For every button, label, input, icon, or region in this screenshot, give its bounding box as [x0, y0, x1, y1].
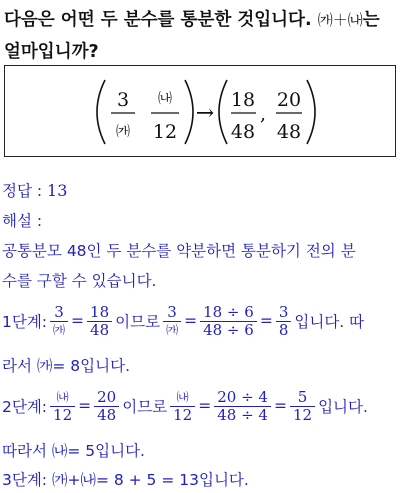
step-2-line: 2단계: $\frac{㈏}{12}$ = $\frac{20}{48}$ 이므로 $\frac{㈏}{12}$ = $\frac{20 \div 4}{48 \div 4}$ = $\frac{5}{12}$ 입니다.: [2, 387, 368, 424]
fraction: $\frac{18}{48}$: [87, 304, 112, 339]
r1-denominator: 48: [230, 121, 256, 143]
fraction: $\frac{18 \div 6}{48 \div 6}$: [200, 304, 257, 339]
fraction: $\frac{20 \div 4}{48 \div 4}$: [214, 389, 271, 424]
fraction: $\frac{3}{㈎}$: [163, 304, 181, 339]
comma: ,: [259, 103, 267, 125]
fraction: $\frac{20}{48}$: [94, 389, 119, 424]
answer-value: 13: [47, 181, 68, 200]
step-1-continuation: 라서 ㈎= 8입니다.: [2, 357, 130, 375]
question-symbols: ㈎＋㈏: [317, 11, 363, 29]
left-frac-numerator: 3: [116, 89, 130, 111]
question-text: [4, 4, 396, 68]
mid-frac-numerator: ㈏: [158, 91, 172, 107]
right-paren-open: [219, 80, 227, 144]
right-paren-close: [307, 80, 315, 144]
explanation-line-1: 공통분모 48인 두 분수를 약분하면 통분하기 전의 분: [2, 242, 356, 260]
left-frac-denominator: ㈎: [116, 124, 130, 140]
explanation-line-2: 수를 구할 수 있습니다.: [2, 272, 157, 290]
answer-line: 정답 : 13: [2, 181, 68, 200]
left-paren-open: [97, 80, 105, 144]
question-line-1: 다음은 어떤 두 분수를 통분한 것입니다. ㈎＋㈏는: [4, 10, 380, 30]
arrow: →: [195, 101, 215, 126]
problem-box: [4, 65, 396, 157]
fraction: $\frac{㈏}{12}$: [50, 389, 75, 424]
fraction: $\frac{3}{㈎}$: [50, 304, 68, 339]
left-paren-close: [185, 80, 193, 144]
step-1-line: 1단계: $\frac{3}{㈎}$ = $\frac{18}{48}$ 이므로 $\frac{3}{㈎}$ = $\frac{18 \div 6}{48 \div 6}$ = $\frac{3}{8}$ 입니다. 따: [2, 302, 365, 339]
fraction-expression: [5, 66, 397, 158]
r2-numerator: 20: [276, 89, 302, 111]
mid-frac-denominator: 12: [152, 121, 178, 143]
fraction: $\frac{5}{12}$: [290, 389, 315, 424]
question-line-2: 얼마입니까?: [4, 42, 99, 62]
fraction: $\frac{㈏}{12}$: [170, 389, 195, 424]
step-3-line: 3단계: ㈎+㈏= 8 + 5 = 13입니다.: [2, 471, 249, 489]
step-2-continuation: 따라서 ㈏= 5입니다.: [2, 442, 145, 460]
fraction: $\frac{3}{8}$: [276, 304, 292, 339]
explanation-label: 해설 :: [2, 212, 43, 230]
r2-denominator: 48: [276, 121, 302, 143]
r1-numerator: 18: [230, 89, 256, 111]
